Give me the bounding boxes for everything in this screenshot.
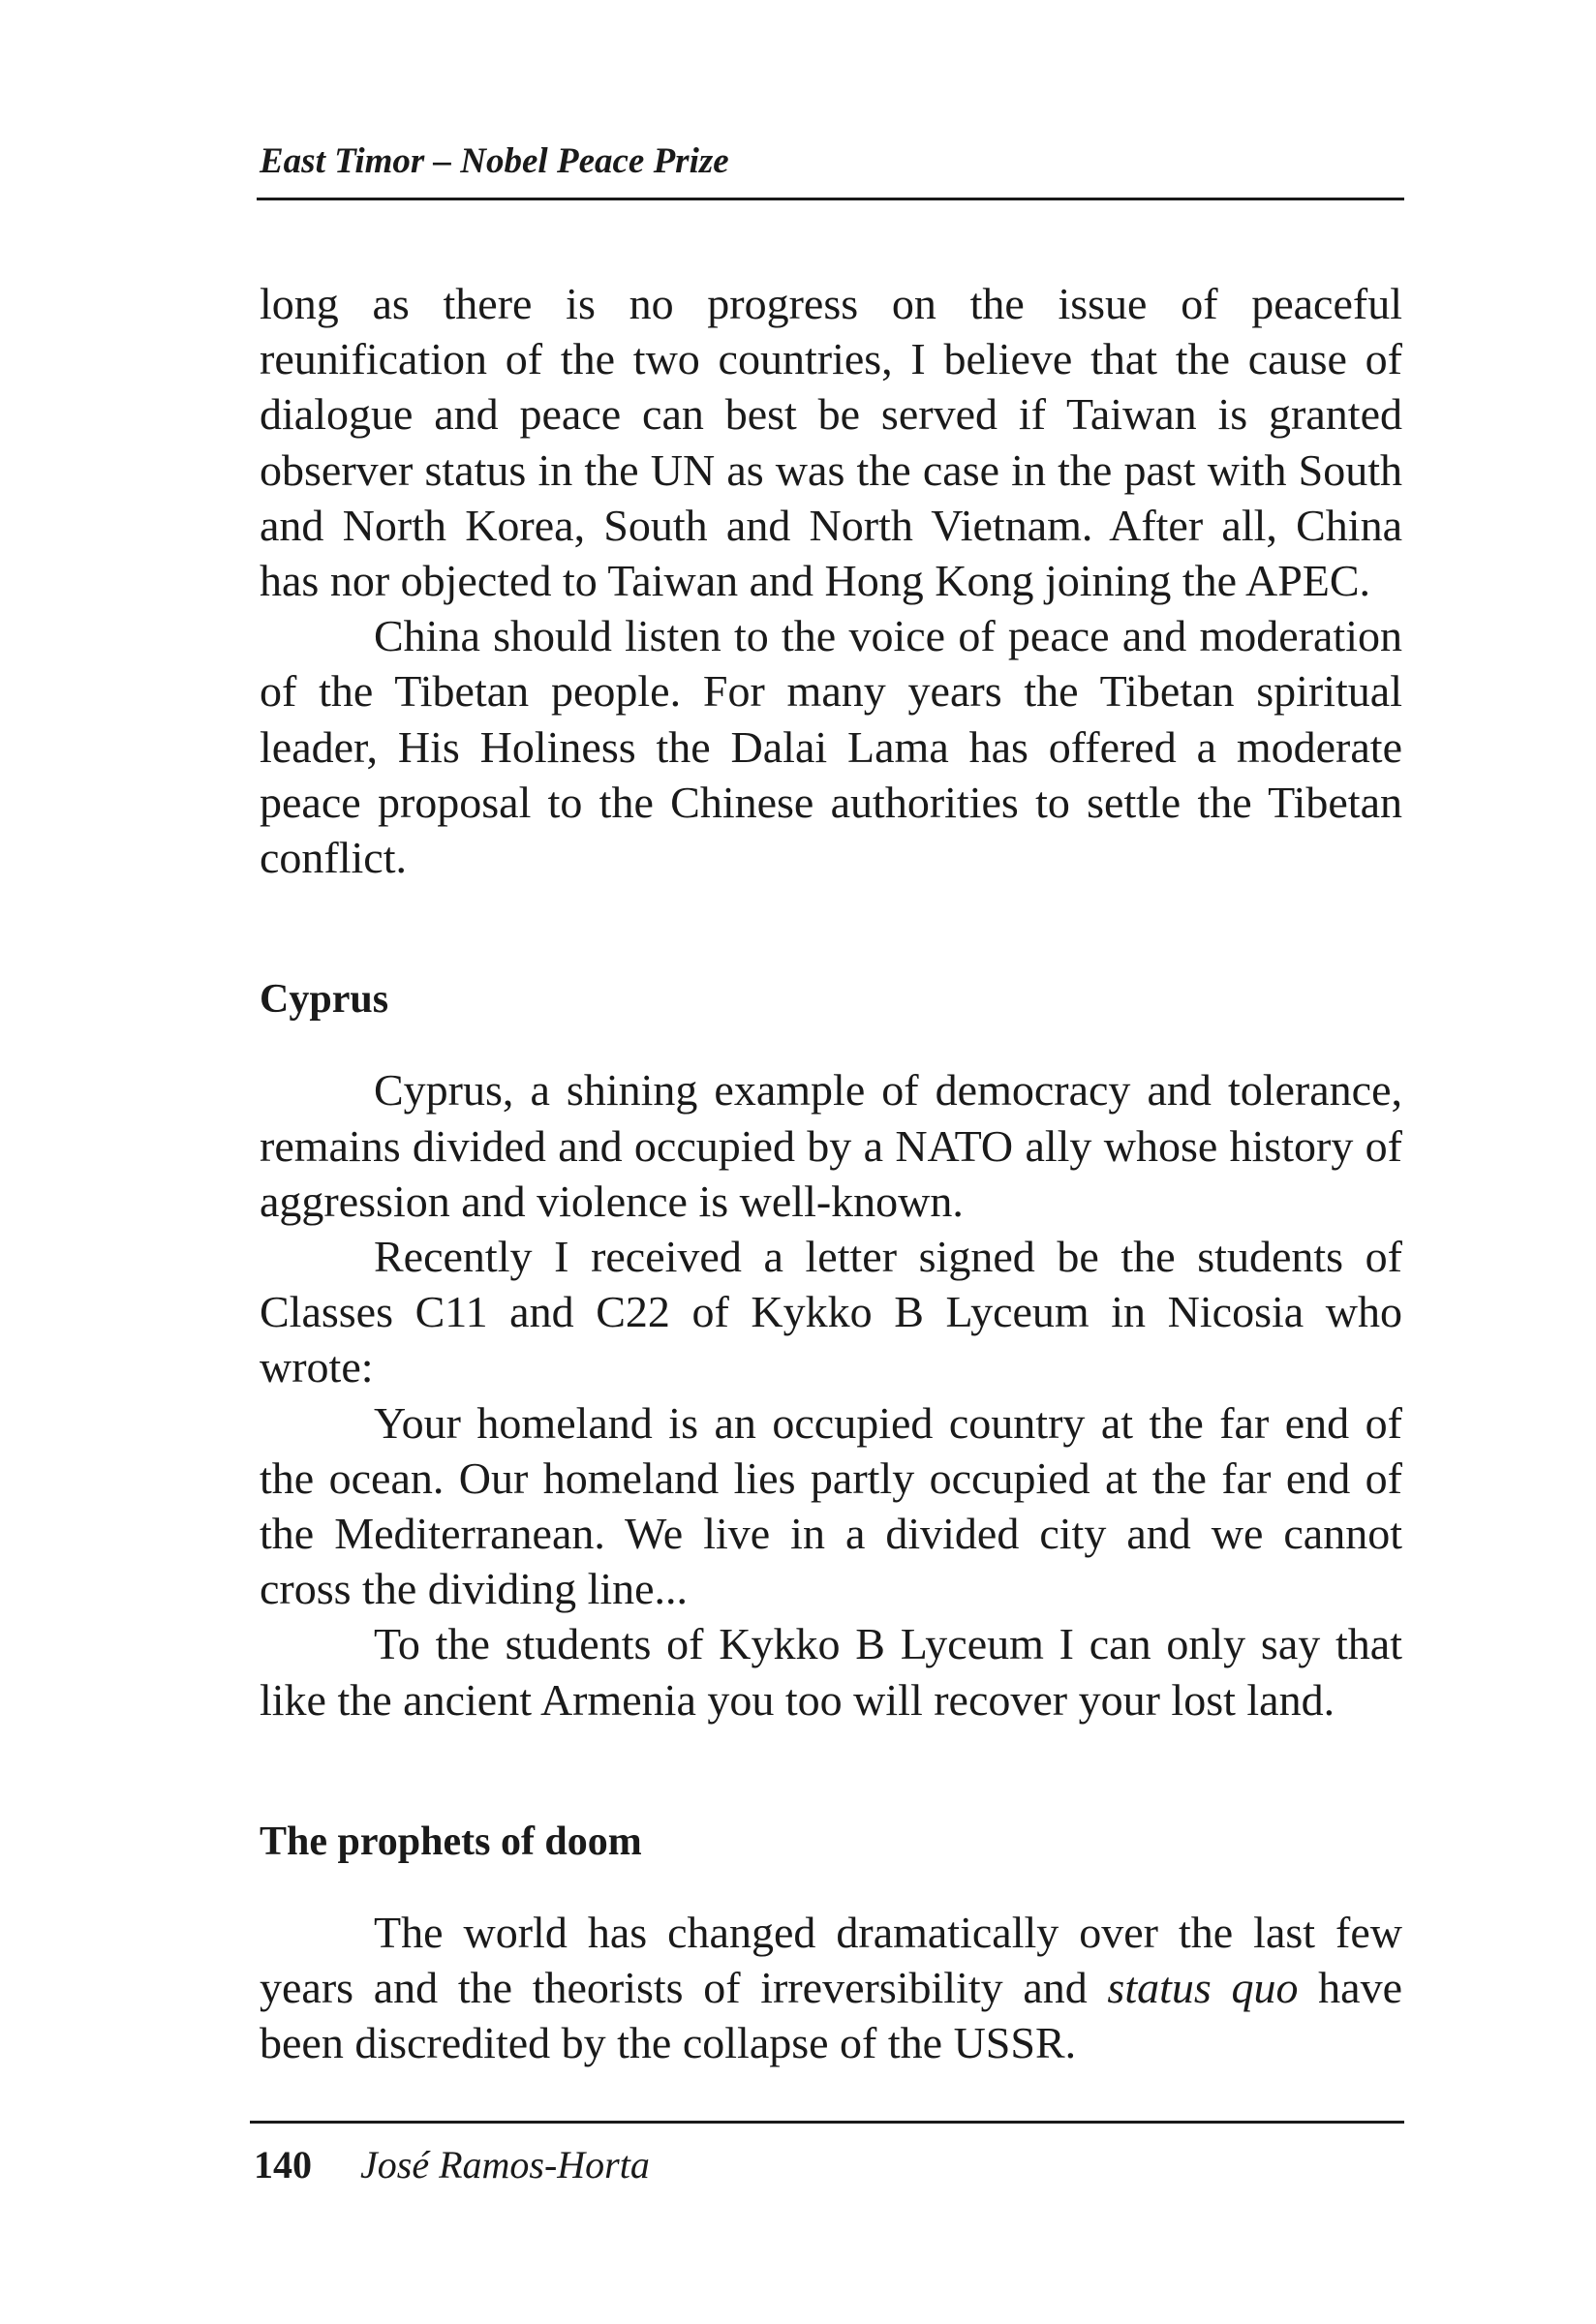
- paragraph: Recently I received a letter signed be the students of Classes C11 and C22 of Kykko B Lyceum in Nicosia who wrote:: [260, 1232, 1402, 1392]
- paragraph: long as there is no progress on the issue of peaceful reunification of the two countries, I believe that the cause of dialogue and peace can best be served if Taiwan is granted observer status in the UN as was the case in the past with South and North Korea, South and North Vietnam. After all, China has nor objected to Taiwan and Hong Kong joining the APEC.: [260, 279, 1402, 606]
- heading-spacer: [260, 1870, 1402, 1905]
- section-spacer: [260, 1728, 1402, 1815]
- paragraph: Cyprus, a shining example of democracy and tolerance, remains divided and occupied by a NATO ally whose history of aggression and violence is well-known.: [260, 1065, 1402, 1226]
- section-spacer: [260, 885, 1402, 972]
- body-text: [260, 276, 1402, 2071]
- heading-spacer: [260, 1027, 1402, 1062]
- text-run: have been discredited by the collapse of the USSR.: [260, 1963, 1402, 2068]
- page-number: 140: [254, 2143, 312, 2186]
- section-heading-prophets: The prophets of doom: [260, 1819, 642, 1864]
- footer-rule: [250, 2121, 1404, 2124]
- paragraph: [260, 1905, 1402, 2071]
- text-run: The world has changed dramatically over the last few years and the theorists of irreversibility and: [260, 1908, 1402, 2013]
- paragraph: China should listen to the voice of peace and moderation of the Tibetan people. For many years the Tibetan spiritual leader, His Holiness the Dalai Lama has offered a moderate peace proposal to the Chinese authorities to settle the Tibetan conflict.: [260, 611, 1402, 883]
- author-name: José Ramos-Horta: [360, 2143, 650, 2186]
- paragraph: To the students of Kykko B Lyceum I can only say that like the ancient Armenia you too will recover your lost land.: [260, 1619, 1402, 1725]
- quoted-letter: Your homeland is an occupied country at the far end of the ocean. Our homeland lies partly occupied at the far end of the Mediterranean. We live in a divided city and we cannot cross the dividing line...: [260, 1397, 1402, 1614]
- italic-phrase: status quo: [1107, 1963, 1299, 2013]
- section-heading-cyprus: Cyprus: [260, 977, 389, 1023]
- running-head-title: East Timor – Nobel Peace Prize: [260, 141, 729, 181]
- header-rule: [257, 198, 1404, 200]
- page-footer: [254, 2143, 650, 2186]
